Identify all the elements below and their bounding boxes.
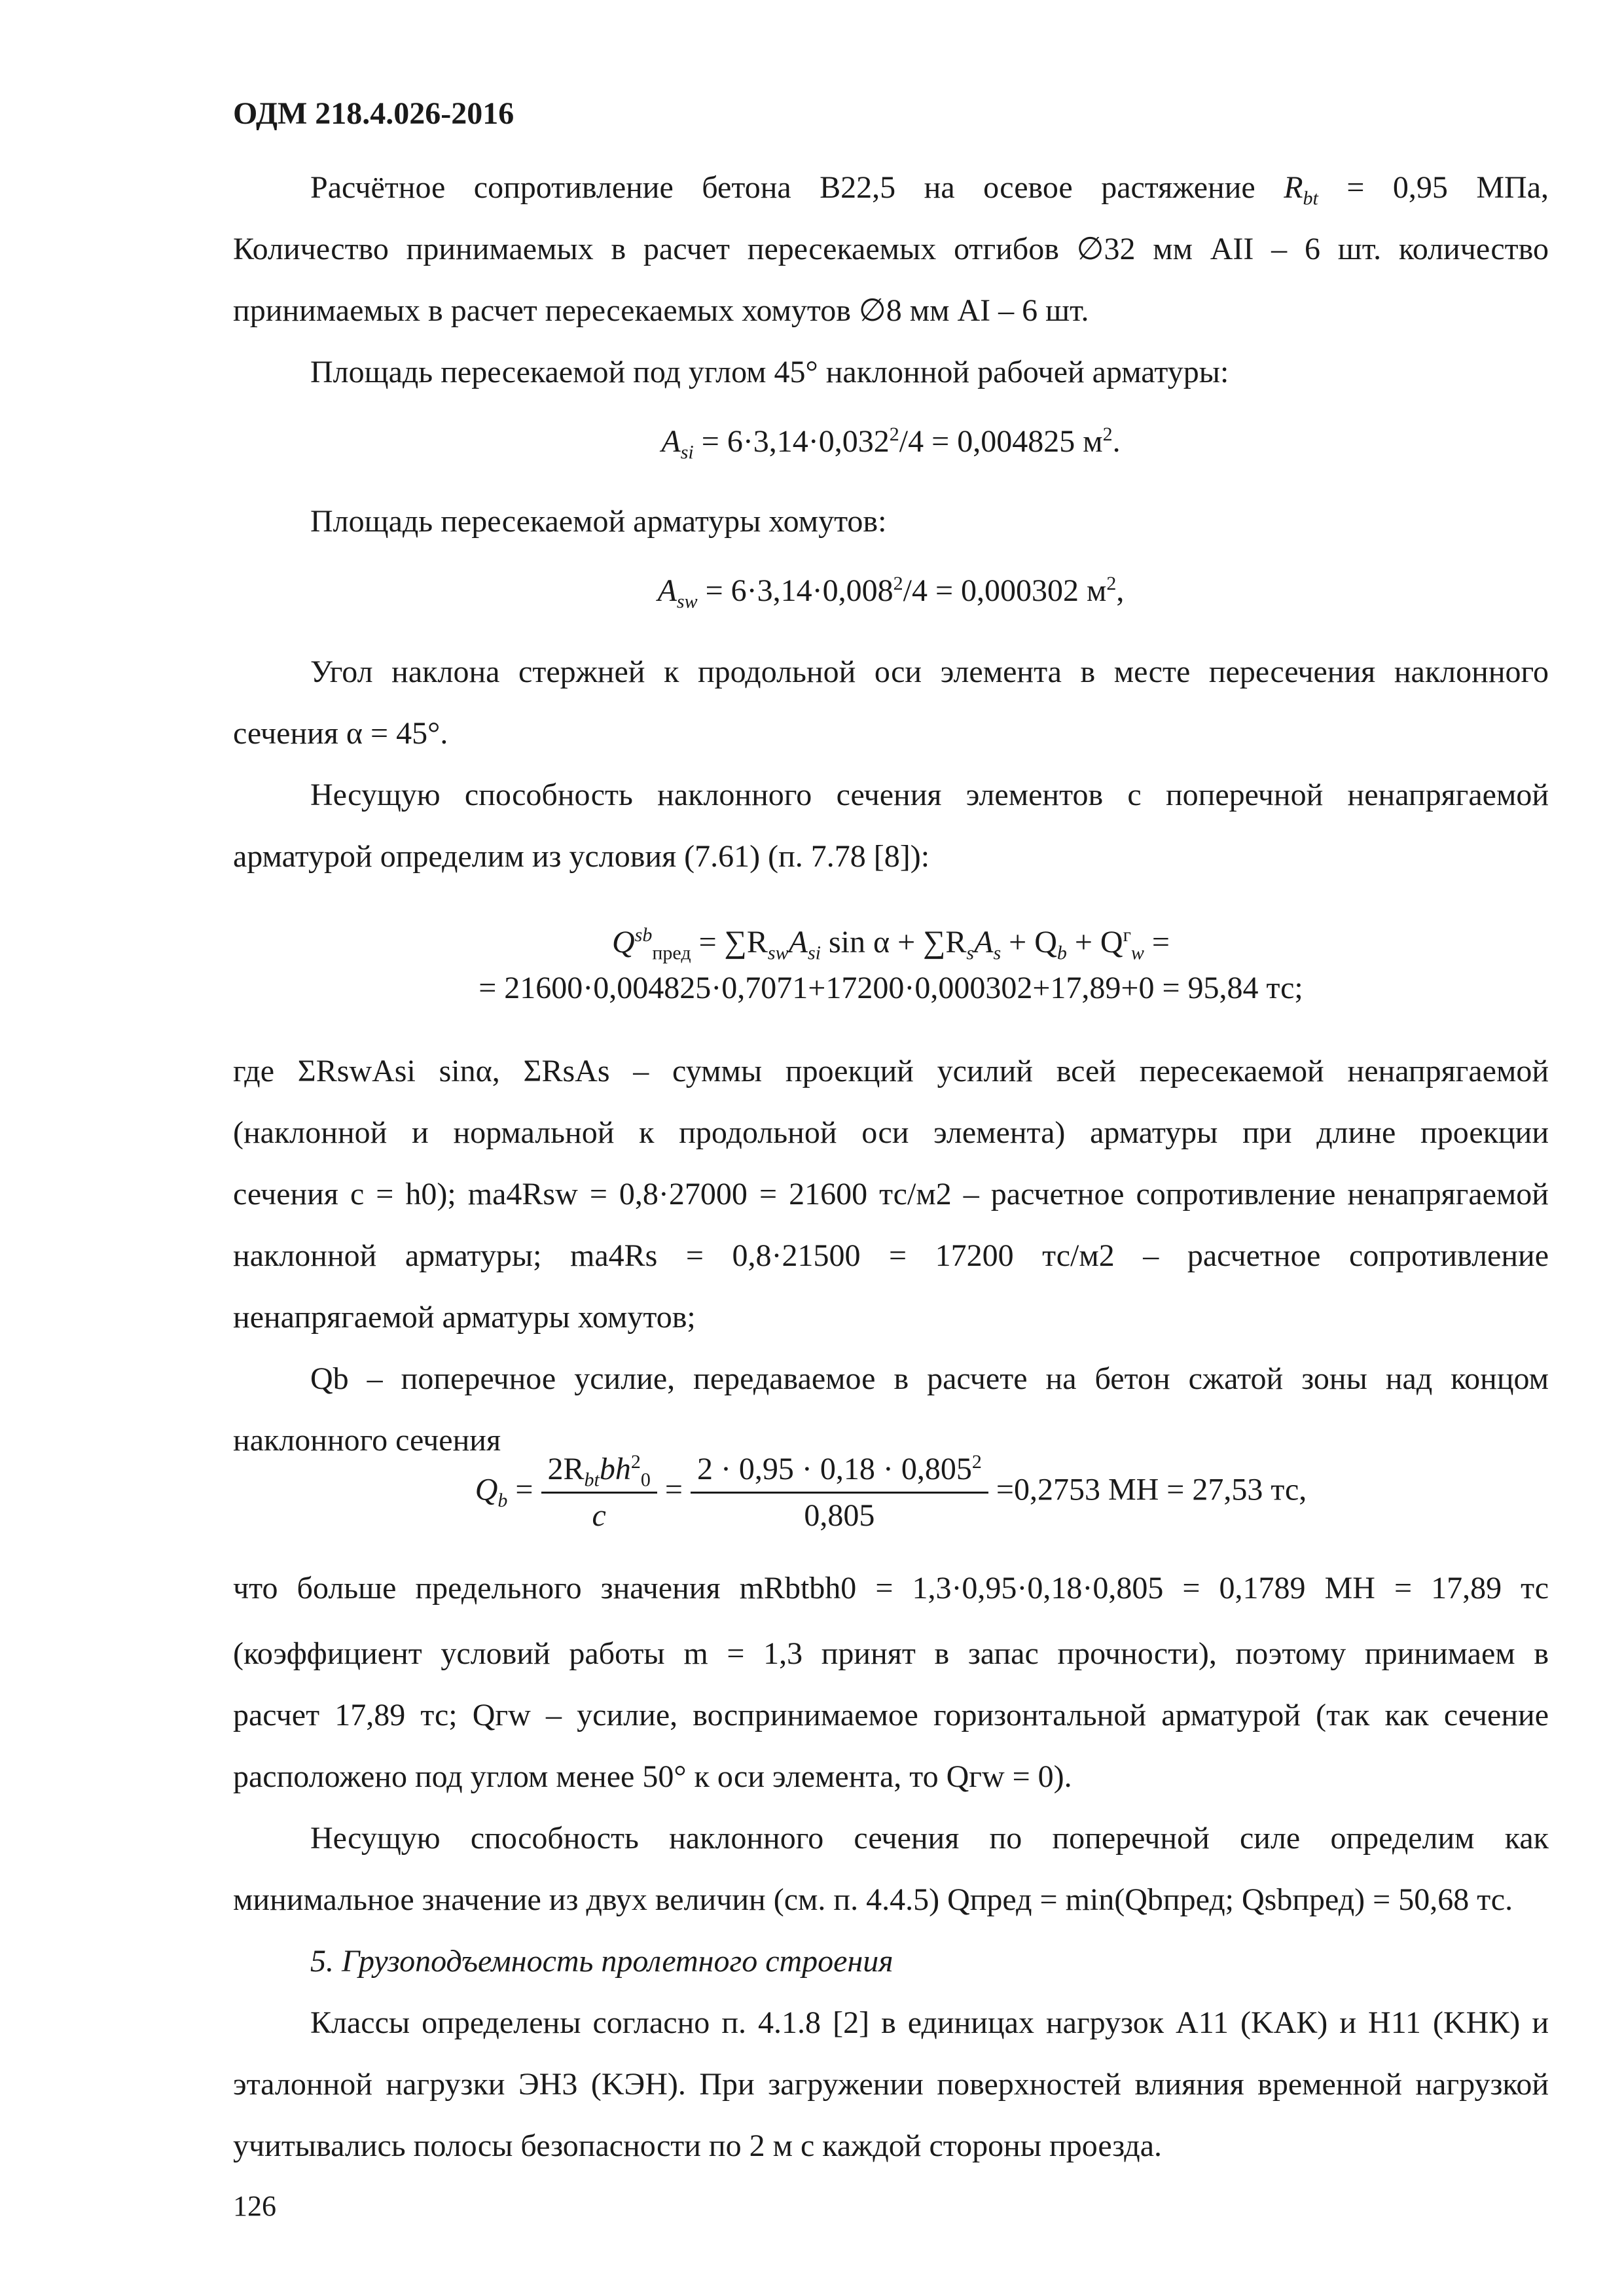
paragraph-4-line-1: Угол наклона стержней к продольной оси элемента в месте пересечения наклонного <box>310 655 1549 689</box>
superscript: 2 <box>1102 423 1113 445</box>
symbol-q: Q <box>475 1472 498 1507</box>
subscript: пред <box>652 942 691 964</box>
text-run: = 6·3,14·0,032 <box>693 424 890 459</box>
superscript: 2 <box>971 1451 982 1473</box>
paragraph-2: Площадь пересекаемой под углом 45° наклонной рабочей арматуры: <box>310 355 1229 389</box>
subscript: sw <box>767 942 789 964</box>
subscript: si <box>807 942 821 964</box>
paragraph-6-line-3: сечения c = h0); ma4Rsw = 0,8·27000 = 21600 тс/м2 – расчетное сопротивление ненапрягаемой <box>233 1177 1549 1211</box>
subscript: s <box>966 942 975 964</box>
section-heading-5: 5. Грузоподъемность пролетного строения <box>310 1944 893 1979</box>
paragraph-1-line-2: Количество принимаемых в расчет пересекаемых отгибов ∅32 мм AII – 6 шт. количество <box>233 232 1549 266</box>
superscript: г <box>1123 924 1131 946</box>
paragraph-5-line-2: арматурой определим из условия (7.61) (п. 7.78 [8]): <box>233 839 930 874</box>
text-run: = 6·3,14·0,008 <box>697 573 893 608</box>
paragraph-6-line-2: (наклонной и нормальной к продольной оси элемента) арматуры при длине проекции <box>233 1115 1549 1150</box>
document-header: ОДМ 218.4.026-2016 <box>233 96 514 131</box>
formula-qb <box>233 1450 1549 1535</box>
subscript: b <box>497 1490 508 1512</box>
paragraph-10-line-2: эталонной нагрузки ЭН3 (KЭН). При загружении поверхностей влияния временной нагрузкой <box>233 2067 1549 2102</box>
text-run: /4 = 0,000302 м <box>903 573 1107 608</box>
text-run: + Q <box>1066 925 1123 960</box>
fraction-denominator: c <box>592 1498 606 1533</box>
formula-asi <box>233 419 1549 465</box>
text-run: = <box>1144 925 1170 960</box>
paragraph-7-line-1: Qb – поперечное усилие, передаваемое в расчете на бетон сжатой зоны над концом <box>310 1361 1549 1396</box>
text-run: + Q <box>1001 925 1057 960</box>
symbol-q: Q <box>612 925 635 960</box>
text-run: , <box>1116 573 1125 608</box>
paragraph-1-line-1 <box>233 157 1549 219</box>
superscript: 2 <box>893 573 903 594</box>
paragraph-6-line-4: наклонной арматуры; ma4Rs = 0,8·21500 = 17200 тс/м2 – расчетное сопротивление <box>233 1238 1549 1273</box>
subscript: si <box>680 441 694 463</box>
paragraph-9-line-1: Несущую способность наклонного сечения по поперечной силе определим как <box>310 1821 1549 1856</box>
fraction-denominator: 0,805 <box>804 1498 875 1533</box>
fraction-symbolic <box>541 1450 657 1535</box>
text-run: sin α + ∑R <box>820 925 967 960</box>
symbol-a: A <box>657 573 677 608</box>
paragraph-3: Площадь пересекаемой арматуры хомутов: <box>310 504 887 539</box>
formula-q-pred-sb-line-2: = 21600·0,004825·0,7071+17200·0,000302+17,89+0 = 95,84 тс; <box>478 971 1303 1005</box>
paragraph-8-line-2: (коэффициент условий работы m = 1,3 принят в запас прочности), поэтому принимаем в <box>233 1636 1549 1671</box>
fraction-numerator <box>691 1450 988 1494</box>
text-run: = 0,95 МПа, <box>1318 170 1549 205</box>
fraction-numerator <box>541 1450 657 1494</box>
formula-asw <box>233 568 1549 614</box>
text-run: . <box>1112 424 1121 459</box>
subscript: w <box>1130 942 1144 964</box>
paragraph-7-line-2: наклонного сечения <box>233 1423 501 1458</box>
paragraph-8-line-3: расчет 17,89 тс; Qгw – усилие, воспринимаемое горизонтальной арматурой (так как сечение <box>233 1698 1549 1732</box>
text-run: = ∑R <box>691 925 768 960</box>
formula-q-pred-sb <box>233 920 1549 965</box>
superscript: 2 <box>630 1451 641 1473</box>
symbol-r: R <box>1284 170 1303 205</box>
paragraph-9-line-2: минимальное значение из двух величин (см. п. 4.4.5) Qпред = min(Qbпред; Qsbпред) = 50,68 тс. <box>233 1882 1513 1917</box>
symbol-a: A <box>788 925 808 960</box>
paragraph-1-line-3: принимаемых в расчет пересекаемых хомутов ∅8 мм AI – 6 шт. <box>233 293 1089 328</box>
subscript: 0 <box>640 1469 651 1491</box>
superscript: 2 <box>889 423 899 445</box>
superscript: 2 <box>1106 573 1117 594</box>
superscript: sb <box>634 924 653 946</box>
paragraph-10-line-3: учитывались полосы безопасности по 2 м с каждой стороны проезда. <box>233 2128 1163 2163</box>
text-run: =0,2753 МН = 27,53 тс, <box>996 1472 1307 1507</box>
subscript: b <box>1056 942 1067 964</box>
fraction-numeric <box>691 1450 988 1535</box>
text-run: = <box>664 1472 691 1507</box>
paragraph-6-line-1: где ΣRswAsi sinα, ΣRsAs – суммы проекций усилий всей пересекаемой ненапрягаемой <box>233 1054 1549 1088</box>
paragraph-6-line-5: ненапрягаемой арматуры хомутов; <box>233 1300 696 1335</box>
page-number: 126 <box>233 2190 276 2222</box>
text-run: Расчётное сопротивление бетона В22,5 на осевое растяжение <box>310 170 1284 205</box>
subscript: s <box>993 942 1001 964</box>
paragraph-10-line-1: Классы определены согласно п. 4.1.8 [2] в единицах нагрузок А11 (KАК) и Н11 (KНК) и <box>310 2005 1549 2040</box>
subscript: sw <box>676 590 698 613</box>
text-run: = <box>507 1472 541 1507</box>
paragraph-5-line-1: Несущую способность наклонного сечения элементов с поперечной ненапрягаемой <box>310 778 1549 812</box>
paragraph-8-line-4: расположено под углом менее 50° к оси элемента, то Qгw = 0). <box>233 1759 1072 1794</box>
paragraph-4-line-2: сечения α = 45°. <box>233 716 448 751</box>
symbol-a: A <box>974 925 994 960</box>
symbol-a: A <box>661 424 681 459</box>
paragraph-8-line-1: что больше предельного значения mRbtbh0 = 1,3·0,95·0,18·0,805 = 0,1789 МН = 17,89 тс <box>233 1571 1549 1605</box>
subscript: bt <box>1303 187 1318 209</box>
text-run: 2 · 0,95 · 0,18 · 0,805 <box>696 1452 972 1486</box>
subscript: bt <box>584 1469 600 1491</box>
text-run: /4 = 0,004825 м <box>899 424 1103 459</box>
text-run: bh <box>599 1452 631 1486</box>
text-run: 2R <box>547 1452 585 1486</box>
